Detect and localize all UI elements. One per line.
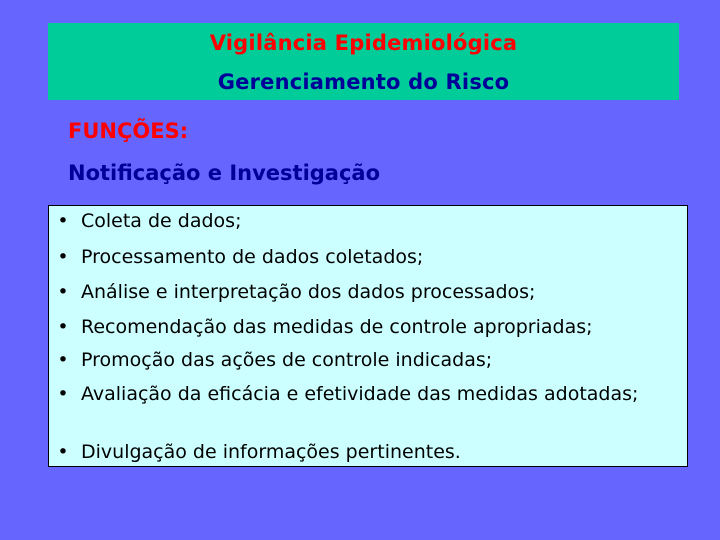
bullet-icon: •	[57, 281, 69, 303]
bullet-icon: •	[57, 441, 69, 463]
bullet-icon: •	[57, 316, 69, 338]
page-subtitle: Gerenciamento do Risco	[217, 70, 510, 94]
list-item-text: Processamento de dados coletados;	[81, 246, 424, 268]
section-subheading: Notificação e Investigação	[68, 161, 381, 185]
bullet-icon: •	[57, 210, 69, 232]
functions-list	[48, 205, 688, 467]
list-item-text: Recomendação das medidas de controle apropriadas;	[81, 316, 593, 338]
list-item-text: Avaliação da eficácia e efetividade das medidas adotadas;	[81, 383, 639, 405]
bullet-icon: •	[57, 349, 69, 371]
bullet-icon: •	[57, 246, 69, 268]
list-item-text: Divulgação de informações pertinentes.	[81, 441, 461, 463]
section-heading: FUNÇÕES:	[68, 119, 189, 143]
header-banner	[48, 23, 679, 100]
bullet-icon: •	[57, 383, 69, 405]
list-item-text: Análise e interpretação dos dados processados;	[81, 281, 536, 303]
list-item-text: Coleta de dados;	[81, 210, 242, 232]
page-title: Vigilância Epidemiológica	[209, 31, 518, 55]
list-item-text: Promoção das ações de controle indicadas;	[81, 349, 493, 371]
